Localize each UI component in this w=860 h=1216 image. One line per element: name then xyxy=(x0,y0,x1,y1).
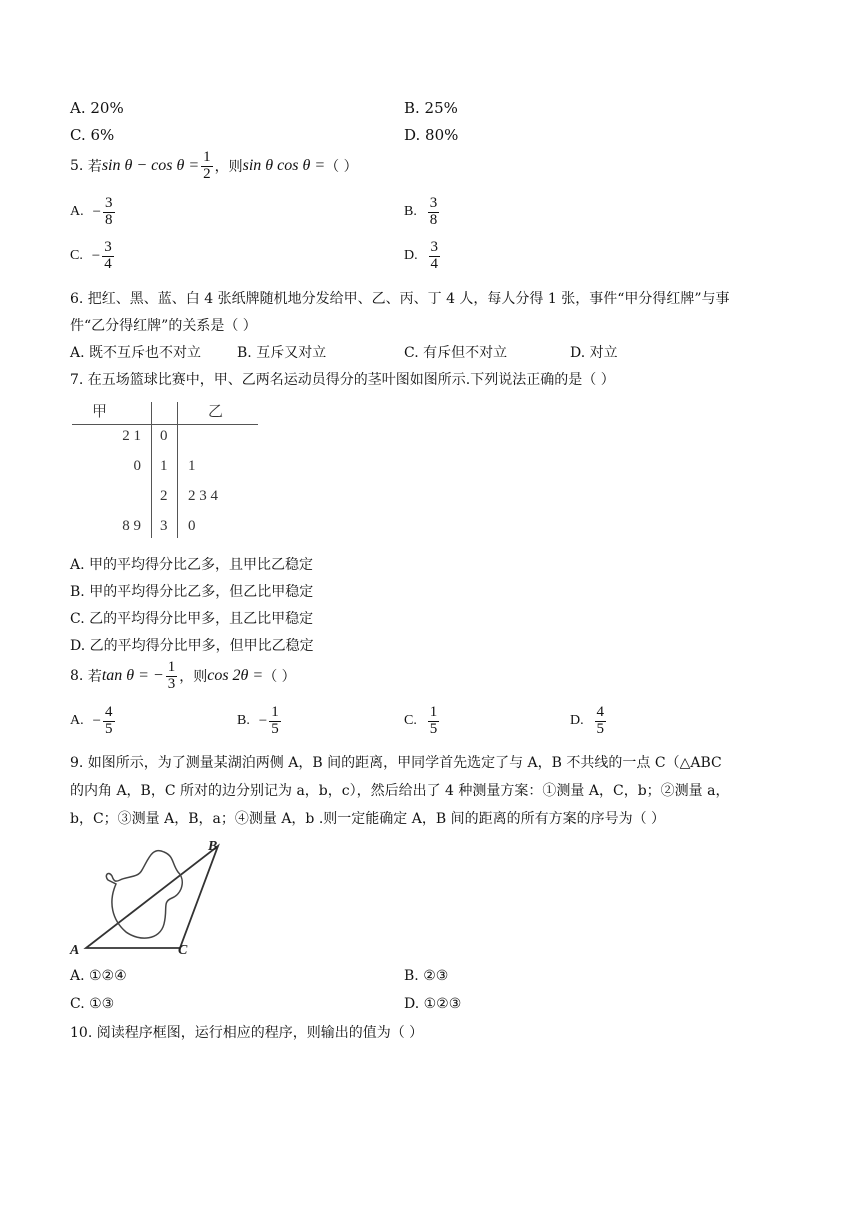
q5-option-a-num: 3 xyxy=(105,195,113,211)
q8-option-b-den: 5 xyxy=(271,720,279,737)
lake-triangle-figure xyxy=(68,836,238,956)
q8-fraction xyxy=(166,660,178,693)
q6-line1: 6. 把红、黑、蓝、白 4 张纸牌随机地分发给甲、乙、丙、丁 4 人，每人分得 1 张，事件“甲分得红牌”与事 xyxy=(70,291,730,307)
q9-option-c: C. ①③ xyxy=(70,996,115,1012)
q5-option-d-label: D. xyxy=(404,248,418,264)
q5-expr: sin θ − cos θ = xyxy=(101,157,200,175)
q9-option-b: B. ②③ xyxy=(404,968,449,984)
q4-option-d: D. 80% xyxy=(404,126,459,144)
q5-stem xyxy=(70,150,358,183)
q8-option-b-num: 1 xyxy=(271,704,279,720)
q5-option-c-den: 4 xyxy=(104,255,112,272)
stem-leaf-header-right: 乙 xyxy=(208,404,224,420)
q8-option-a xyxy=(70,705,117,738)
q7-stem: 7. 在五场篮球比赛中，甲、乙两名运动员得分的茎叶图如图所示.下列说法正确的是（ ） xyxy=(70,372,615,388)
stem-leaf-row-stem: 3 xyxy=(160,518,168,534)
q9-line3: b，C；③测量 A，B，a；④测量 A，b .则一定能确定 A，B 间的距离的所有方案的序号为（ ） xyxy=(70,811,666,827)
q5-paren: （ ） xyxy=(325,159,358,176)
q5-option-d xyxy=(404,240,442,273)
q5-number: 5. xyxy=(70,158,84,175)
stem-leaf-row-left: 0 xyxy=(133,458,141,474)
triangle-abc xyxy=(86,846,218,948)
stem-leaf-row-stem: 2 xyxy=(160,488,168,504)
q5-option-b-num: 3 xyxy=(429,195,438,211)
q7-option-b: B. 甲的平均得分比乙多，但乙比甲稳定 xyxy=(70,584,314,600)
q5-frac-num: 1 xyxy=(203,149,211,165)
q8-frac-den: 3 xyxy=(167,675,176,692)
q6-line2: 件“乙分得红牌”的关系是（ ） xyxy=(70,318,257,334)
q5-option-d-den: 4 xyxy=(430,255,439,272)
q8-option-a-label: A. xyxy=(70,713,84,729)
q5-option-b-den: 8 xyxy=(429,211,438,228)
q5-option-a-den: 8 xyxy=(105,211,113,228)
q5-mid: ，则 xyxy=(214,159,243,176)
q5-option-d-num: 3 xyxy=(430,239,439,255)
q8-option-d-num: 4 xyxy=(596,704,605,720)
q5-option-c-label: C. xyxy=(70,248,83,264)
q8-option-a-sign: − xyxy=(92,712,101,729)
q5-fraction xyxy=(201,150,213,183)
point-b-label: B xyxy=(208,839,218,854)
stem-leaf-right-rule xyxy=(177,402,178,538)
q8-pre: 若 xyxy=(87,669,102,686)
q4-option-c: C. 6% xyxy=(70,126,115,144)
q6-option-a: A. 既不互斥也不对立 xyxy=(70,345,202,361)
q8-paren: （ ） xyxy=(263,669,296,686)
lake-outline xyxy=(106,851,182,939)
q8-option-a-num: 4 xyxy=(105,704,113,720)
point-a-label: A xyxy=(70,943,80,956)
q7-option-c: C. 乙的平均得分比甲多，且乙比甲稳定 xyxy=(70,611,314,627)
q10-stem: 10. 阅读程序框图，运行相应的程序，则输出的值为（ ） xyxy=(70,1025,424,1041)
q5-expr2: sin θ cos θ = xyxy=(242,157,326,175)
point-c-label: C xyxy=(178,943,188,956)
stem-leaf-header-left: 甲 xyxy=(92,404,108,420)
q8-option-d-label: D. xyxy=(570,713,584,729)
q8-option-b xyxy=(237,705,283,738)
q5-option-b xyxy=(404,196,441,229)
q4-option-b: B. 25% xyxy=(404,99,458,117)
q8-frac-num: 1 xyxy=(167,659,176,675)
stem-leaf-row-right: 0 xyxy=(188,518,196,534)
q6-option-b: B. 互斥又对立 xyxy=(237,345,327,361)
stem-leaf-left-rule xyxy=(151,402,152,538)
q8-option-d-den: 5 xyxy=(596,720,605,737)
stem-leaf-row-left: 2 1 xyxy=(122,428,141,444)
q9-line2: 的内角 A，B，C 所对的边分别记为 a，b，c），然后给出了 4 种测量方案：①测量 A，C，b；②测量 a， xyxy=(70,783,730,799)
stem-leaf-row-right: 1 xyxy=(188,458,196,474)
q9-option-a: A. ①②④ xyxy=(70,968,127,984)
stem-leaf-row-stem: 0 xyxy=(160,428,168,444)
stem-leaf-row-right: 2 3 4 xyxy=(188,488,218,504)
stem-leaf-header-rule xyxy=(72,424,258,425)
q5-option-c xyxy=(70,240,116,273)
q5-option-a-sign: − xyxy=(92,203,101,220)
q9-option-d: D. ①②③ xyxy=(404,996,462,1012)
q9-line1: 9. 如图所示，为了测量某湖泊两侧 A，B 间的距离，甲同学首先选定了与 A，B 不共线的一点 C（△ABC xyxy=(70,755,722,771)
q8-option-c-num: 1 xyxy=(429,704,438,720)
q8-expr: tan θ = − xyxy=(101,667,164,685)
q5-option-a-label: A. xyxy=(70,204,84,220)
q8-option-c-label: C. xyxy=(404,713,417,729)
q5-option-c-num: 3 xyxy=(104,239,112,255)
q8-option-c-den: 5 xyxy=(429,720,438,737)
stem-leaf-row-stem: 1 xyxy=(160,458,168,474)
q8-option-d xyxy=(570,705,608,738)
q7-option-a: A. 甲的平均得分比乙多，且甲比乙稳定 xyxy=(70,557,314,573)
q5-pre: 若 xyxy=(87,159,102,176)
q6-option-c: C. 有斥但不对立 xyxy=(404,345,508,361)
q8-option-b-label: B. xyxy=(237,713,250,729)
q8-mid: ，则 xyxy=(179,669,208,686)
q8-option-c xyxy=(404,705,441,738)
q5-option-a xyxy=(70,196,117,229)
q8-option-b-sign: − xyxy=(258,712,268,729)
q6-option-d: D. 对立 xyxy=(570,345,618,361)
q7-option-d: D. 乙的平均得分比甲多，但甲比乙稳定 xyxy=(70,638,314,654)
q8-expr2: cos 2θ = xyxy=(207,667,264,685)
q8-stem xyxy=(70,660,296,693)
stem-leaf-row-left: 8 9 xyxy=(122,518,141,534)
q4-option-a: A. 20% xyxy=(70,99,124,117)
q5-frac-den: 2 xyxy=(203,165,211,182)
q5-option-c-sign: − xyxy=(91,247,101,264)
stem-leaf-plot xyxy=(70,398,265,540)
q8-number: 8. xyxy=(70,668,84,685)
q8-option-a-den: 5 xyxy=(105,720,113,737)
q5-option-b-label: B. xyxy=(404,204,417,220)
